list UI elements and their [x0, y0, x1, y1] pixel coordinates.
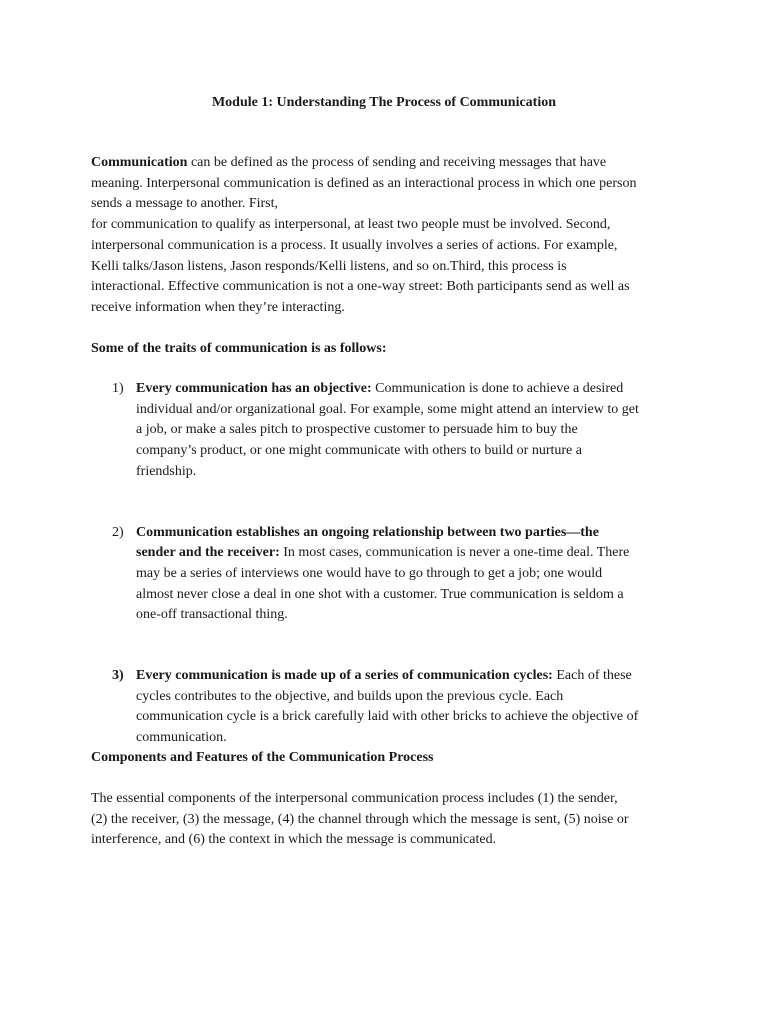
trait-lead: Every communication has an objective:: [136, 381, 372, 396]
intro-line-5: interpersonal communication is a process. It usually involves a series of actions. For example,: [91, 237, 618, 253]
trait-item-1: 1) Every communication has an objective: Communication is done to achieve a desired individual and/or organizational goal. For example, some might attend an interview to get a job, or make a sales pitch to prospective customer to persuade him to buy the company’s product, or one might communicate with others to build or nurture a friendship.: [112, 381, 639, 479]
intro-paragraph: [91, 153, 691, 319]
trait-item-3: 3) Every communication is made up of a series of communication cycles: Each of these cycles contributes to the objective, and builds upon the previous cycle. Each communication cycle is a brick carefully laid with other bricks to achieve the objective of communication.: [112, 668, 639, 746]
components-line-3: interference, and (6) the context in which the message is communicated.: [91, 832, 497, 848]
intro-line-7: interactional. Effective communication is not a one-way street: Both participants send as well as: [91, 279, 630, 295]
trait-number: 2): [112, 524, 124, 540]
trait-lead-cont: sender and the receiver:: [136, 545, 280, 561]
page-title: Module 1: Understanding The Process of Communication: [211, 95, 557, 110]
intro-line-6: Kelli talks/Jason listens, Jason responds/Kelli listens, and so on.Third, this process is: [91, 258, 567, 274]
components-line-1: The essential components of the interpersonal communication process includes (1) the sender,: [91, 791, 618, 806]
intro-line-1: Communication can be defined as the process of sending and receiving messages that have: [91, 155, 607, 170]
trait-number: 3): [112, 668, 124, 684]
trait-item-2: 2) Communication establishes an ongoing relationship between two parties—the sender and the receiver: In most cases, communication is never a one-time deal. There may be a series of interviews one would have to go through to get a job; one would almost never close a deal in one shot with a customer. True communication is seldom a one-off transactional thing.: [91, 523, 691, 627]
trait-lead: Communication establishes an ongoing relationship between two parties—the: [136, 524, 599, 540]
intro-line-2: meaning. Interpersonal communication is defined as an interactional process in which one person: [91, 175, 637, 191]
intro-term: Communication: [91, 155, 188, 170]
components-line-2: (2) the receiver, (3) the message, (4) the channel through which the message is sent, (5) noise or: [91, 811, 629, 827]
components-heading: Components and Features of the Communication Process: [91, 750, 434, 765]
intro-line-3: sends a message to another. First,: [91, 196, 279, 212]
trait-lead: Every communication is made up of a series of communication cycles:: [136, 668, 553, 684]
trait-number: 1): [112, 381, 124, 396]
components-paragraph: [91, 789, 691, 851]
traits-list: [91, 379, 691, 789]
intro-line-8: receive information when they’re interacting.: [91, 299, 345, 315]
traits-heading: Some of the traits of communication is as follows:: [91, 341, 387, 356]
intro-line-4: for communication to qualify as interpersonal, at least two people must be involved. Second,: [91, 217, 611, 233]
